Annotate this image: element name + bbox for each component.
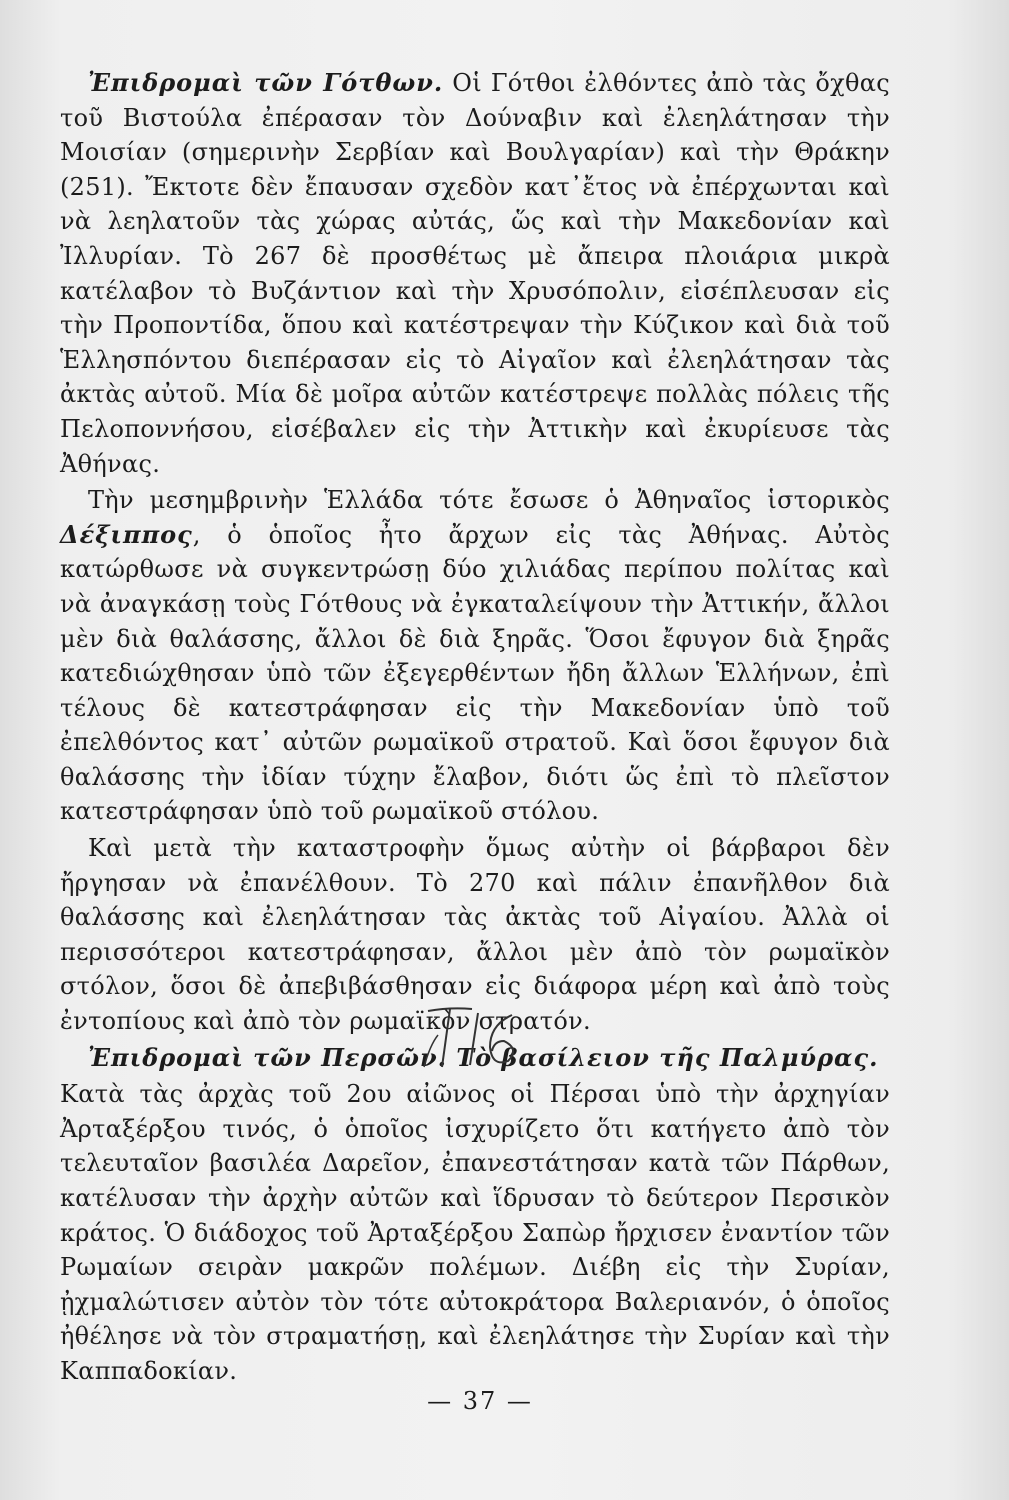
paragraph-text: , ὁ ὁποῖος ἦτο ἄρχων εἰς τὰς Ἀθήνας. Αὐτὸς κατώρθωσε νὰ συγκεντρώσῃ δύο χιλιάδας περίπου πολίτας καὶ νὰ ἀναγκάσῃ τοὺς Γότθους νὰ ἐγκαταλείψουν τὴν Ἀττικήν, ἄλλοι μὲν διὰ θαλάσσης, ἄλλοι δὲ διὰ ξηρᾶς. Ὅσοι ἔφυγον διὰ ξηρᾶς κατεδιώχθησαν ὑπὸ τῶν ἐξεγερθέντων ἤδη ἄλλων Ἑλλήνων, ἐπὶ τέλους δὲ κατεστράφησαν εἰς τὴν Μακεδονίαν ὑπὸ τοῦ ἐπελθόντος κατ᾽ αὐτῶν ρωμαϊκοῦ στρατοῦ. Καὶ ὅσοι ἔφυγον διὰ θαλάσσης τὴν ἰδίαν τύχην ἔλαβον, διότι ὥς ἐπὶ τὸ πλεῖστον κατεστράφησαν ὑπὸ τοῦ ρωμαϊκοῦ στόλου. [60,520,890,826]
page-number: — 37 — [427,1387,533,1415]
paragraph-persians-1: Κατὰ τὰς ἀρχὰς τοῦ 2ου αἰῶνος οἱ Πέρσαι ὑπὸ τὴν ἀρχηγίαν Ἀρταξέρξου τινός, ὁ ὁποῖος ἰσχυρίζετο ὅτι κατήγετο ἀπὸ τὸν τελευταῖον βασιλέα Δαρεῖον, ἐπανεστάτησαν κατὰ τῶν Πάρθων, κατέλυσαν τὴν ἀρχὴν αὐτῶν καὶ ἵδρυσαν τὸ δεύτερον Περσικὸν κράτος. Ὁ διάδοχος τοῦ Ἀρταξέρξου Σαπὼρ ἤρχισεν ἐναντίον τῶν Ρωμαίων σειρὰν μακρῶν πολέμων. Διέβη εἰς τὴν Συρίαν, ᾐχμαλώτισεν αὐτὸν τὸν τότε αὐτοκράτορα Βαλεριανόν, ὁ ὁποῖος ἠθέλησε νὰ τὸν στραματήσῃ, καὶ ἐλεηλάτησε τὴν Συρίαν καὶ τὴν Καππαδοκίαν. [60,1080,890,1385]
paragraph-goths-2 [60,483,890,829]
section-heading-goths: Ἐπιδρομαὶ τῶν Γότθων. [88,68,444,97]
paragraph-text: Τὴν μεσημβρινὴν Ἑλλάδα τότε ἔσωσε ὁ Ἀθηναῖος ἱστορικὸς [88,486,890,515]
handwritten-mark-116 [420,1005,530,1075]
paragraph-goths-1 [60,66,890,481]
paragraph-goths-3: Καὶ μετὰ τὴν καταστροφὴν ὅμως αὐτὴν οἱ βάρβαροι δὲν ἤργησαν νὰ ἐπανέλθουν. Τὸ 270 καὶ πάλιν ἐπανῆλθον διὰ θαλάσσης καὶ ἐλεηλάτησαν τὰς ἀκτὰς τοῦ Αἰγαίου. Ἀλλὰ οἱ περισσότεροι κατεστράφησαν, ἄλλοι μὲν ἀπὸ τὸν ρωμαϊκὸν στόλον, ὅσοι δὲ ἀπεβιβάσθησαν εἰς διάφορα μέρη καὶ ἀπὸ τοὺς ἐντοπίους καὶ ἀπὸ τὸν ρωμαϊκὸν στρατόν. [60,834,890,1036]
body-text [60,66,890,1391]
paragraph-text: Οἱ Γότθοι ἐλθόντες ἀπὸ τὰς ὄχθας τοῦ Βιστούλα ἐπέρασαν τὸν Δούναβιν καὶ ἐλεηλάτησαν τὴν Μοισίαν (σημερινὴν Σερβίαν καὶ Βουλγαρίαν) καὶ τὴν Θράκην (251). Ἔκτοτε δὲν ἔπαυσαν σχεδὸν κατ᾽ἔτος νὰ ἐπέρχωνται καὶ νὰ λεηλατοῦν τὰς χώρας αὐτάς, ὥς καὶ τὴν Μακεδονίαν καὶ Ἰλλυρίαν. Τὸ 267 δὲ προσθέτως μὲ ἄπειρα πλοιάρια μικρὰ κατέλαβον τὸ Βυζάντιον καὶ τὴν Χρυσόπολιν, εἰσέπλευσαν εἰς τὴν Προποντίδα, ὅπου καὶ κατέστρεψαν τὴν Κύζικον καὶ διὰ τοῦ Ἑλλησπόντου διεπέρασαν εἰς τὸ Αἰγαῖον καὶ ἐλεηλάτησαν τὰς ἀκτὰς αὐτοῦ. Μία δὲ μοῖρα αὐτῶν κατέστρεψε πολλὰς πόλεις τῆς Πελοποννήσου, εἰσέβαλεν εἰς τὴν Ἀττικὴν καὶ ἐκυρίευσε τὰς Ἀθήνας. [60,69,890,478]
name-dexippos: Δέξιππος [60,519,193,549]
section-heading-persians: Ἐπιδρομαὶ τῶν Περσῶν. Τὸ βασίλειον τῆς Παλμύρας. [88,1042,879,1072]
